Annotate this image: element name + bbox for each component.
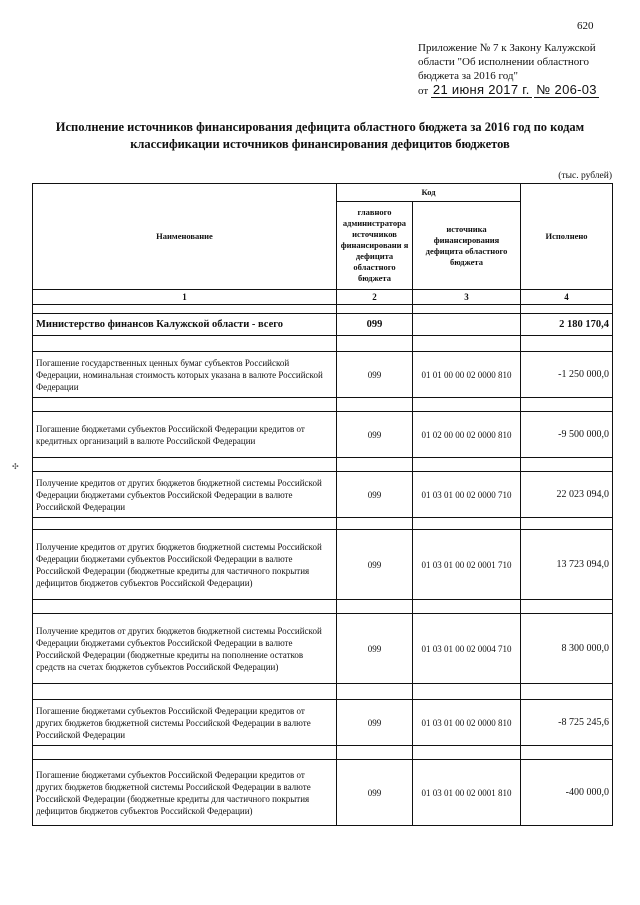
row-code: 01 03 01 00 02 0000 810 [413,700,521,746]
appendix-date-line [418,83,628,98]
row-value: -400 000,0 [521,760,613,826]
col-number-1: 1 [33,290,337,305]
total-code [413,314,521,336]
header-source: источника финансирования дефицита областного бюджета [413,202,521,290]
row-value: 22 023 094,0 [521,472,613,518]
row-admin: 099 [337,700,413,746]
table-row [33,700,613,746]
row-code: 01 03 01 00 02 0000 710 [413,472,521,518]
total-admin: 099 [337,314,413,336]
column-numbers-row [33,290,613,305]
col-number-3: 3 [413,290,521,305]
total-value: 2 180 170,4 [521,314,613,336]
row-admin: 099 [337,614,413,684]
table-row [33,412,613,458]
row-name: Погашение бюджетами субъектов Российской Федерации кредитов от кредитных организаций в валюте Российской Федерации [33,412,337,458]
row-value: 8 300 000,0 [521,614,613,684]
document-title [30,119,610,153]
appendix-note [418,41,628,98]
total-row [33,314,613,336]
row-name: Получение кредитов от других бюджетов бюджетной системы Российской Федерации бюджетами субъектов Российской Федерации в валюте Российской Федерации (бюджетные кредиты на пополнение остатков средств на счетах бюджетов субъектов Российской Федерации) [33,614,337,684]
row-value: -9 500 000,0 [521,412,613,458]
total-name: Министерство финансов Калужской области - всего [33,314,337,336]
row-name: Погашение бюджетами субъектов Российской Федерации кредитов от других бюджетов бюджетной системы Российской Федерации в валюте Российской Федерации (бюджетные кредиты для частичного покрытия дефицитов бюджетов субъектов Российской Федерации) [33,760,337,826]
sources-table [32,183,613,826]
row-value: -8 725 245,6 [521,700,613,746]
row-value: -1 250 000,0 [521,352,613,398]
row-admin: 099 [337,472,413,518]
header-admin: главного администратора источников финансировани я дефицита областного бюджета [337,202,413,290]
header-executed: Исполнено [521,184,613,290]
header-name: Наименование [33,184,337,290]
row-name: Погашение государственных ценных бумаг субъектов Российской Федерации, номинальная стоимость которых указана в валюте Российской Федерации [33,352,337,398]
col-number-4: 4 [521,290,613,305]
from-label: от [418,85,429,97]
col-number-2: 2 [337,290,413,305]
appendix-line-3: бюджета за 2016 год" [418,70,518,82]
appendix-line-2: области "Об исполнении областного [418,56,589,68]
law-date: 21 июня 2017 г. [432,82,530,97]
row-code: 01 01 00 00 02 0000 810 [413,352,521,398]
row-name: Получение кредитов от других бюджетов бюджетной системы Российской Федерации бюджетами субъектов Российской Федерации в валюте Российской Федерации (бюджетные кредиты для частичного покрытия дефицитов бюджетов субъектов Российской Федерации) [33,530,337,600]
table-row [33,530,613,600]
header-code: Код [337,184,521,202]
table-row [33,614,613,684]
table-row [33,352,613,398]
row-admin: 099 [337,412,413,458]
row-admin: 099 [337,530,413,600]
row-admin: 099 [337,352,413,398]
row-code: 01 03 01 00 02 0004 710 [413,614,521,684]
row-name: Получение кредитов от других бюджетов бюджетной системы Российской Федерации бюджетами субъектов Российской Федерации в валюте Российской Федерации [33,472,337,518]
law-number: № 206-03 [536,82,597,97]
row-value: 13 723 094,0 [521,530,613,600]
title-line-2: классификации источников финансирования дефицитов бюджетов [130,137,510,151]
table-row [33,472,613,518]
row-code: 01 03 01 00 02 0001 810 [413,760,521,826]
table-row [33,760,613,826]
row-admin: 099 [337,760,413,826]
page-number: 620 [577,20,594,32]
row-code: 01 02 00 00 02 0000 810 [413,412,521,458]
title-line-1: Исполнение источников финансирования дефицита областного бюджета за 2016 год по кодам [55,120,585,134]
margin-mark: ✣ [12,462,19,471]
units-label: (тыс. рублей) [558,171,612,181]
appendix-line-1: Приложение № 7 к Закону Калужской [418,42,596,54]
row-name: Погашение бюджетами субъектов Российской Федерации кредитов от других бюджетов бюджетной системы Российской Федерации в валюте Российской Федерации [33,700,337,746]
row-code: 01 03 01 00 02 0001 710 [413,530,521,600]
